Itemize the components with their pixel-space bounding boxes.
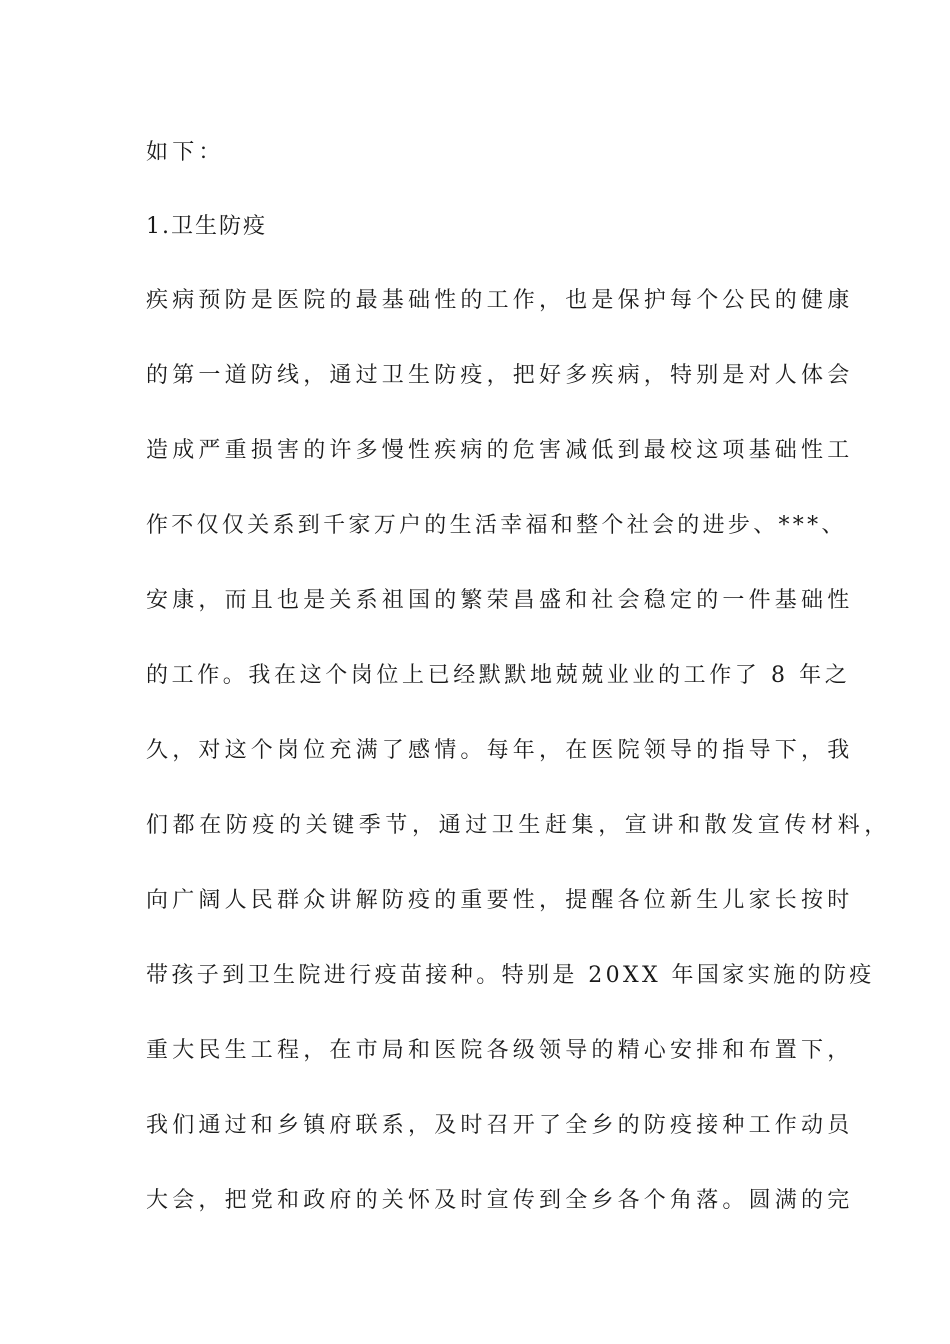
text-line: 安康，而且也是关系祖国的繁荣昌盛和社会稳定的一件基础性 — [146, 588, 854, 613]
text-line: 我们通过和乡镇府联系，及时召开了全乡的防疫接种工作动员 — [146, 1113, 854, 1138]
text-line: 如下： — [146, 140, 225, 165]
text-line: 大会，把党和政府的关怀及时宣传到全乡各个角落。圆满的完 — [146, 1188, 854, 1213]
text-line: 们都在防疫的关键季节，通过卫生赶集，宣讲和散发宣传材料， — [146, 813, 891, 838]
text-line: 的第一道防线，通过卫生防疫，把好多疾病，特别是对人体会 — [146, 363, 854, 388]
text-line: 作不仅仅关系到千家万户的生活幸福和整个社会的进步、***、 — [146, 513, 847, 538]
text-line: 造成严重损害的许多慢性疾病的危害减低到最校这项基础性工 — [146, 438, 854, 463]
text-line: 的工作。我在这个岗位上已经默默地兢兢业业的工作了 8 年之 — [146, 663, 851, 688]
text-line: 向广阔人民群众讲解防疫的重要性，提醒各位新生儿家长按时 — [146, 888, 854, 913]
text-line: 带孩子到卫生院进行疫苗接种。特别是 20XX 年国家实施的防疫 — [146, 963, 875, 988]
section-heading: 1.卫生防疫 — [146, 214, 267, 239]
text-line: 重大民生工程，在市局和医院各级领导的精心安排和布置下， — [146, 1038, 854, 1063]
text-line: 疾病预防是医院的最基础性的工作，也是保护每个公民的健康 — [146, 288, 854, 313]
text-line: 久，对这个岗位充满了感情。每年，在医院领导的指导下，我 — [146, 738, 854, 763]
